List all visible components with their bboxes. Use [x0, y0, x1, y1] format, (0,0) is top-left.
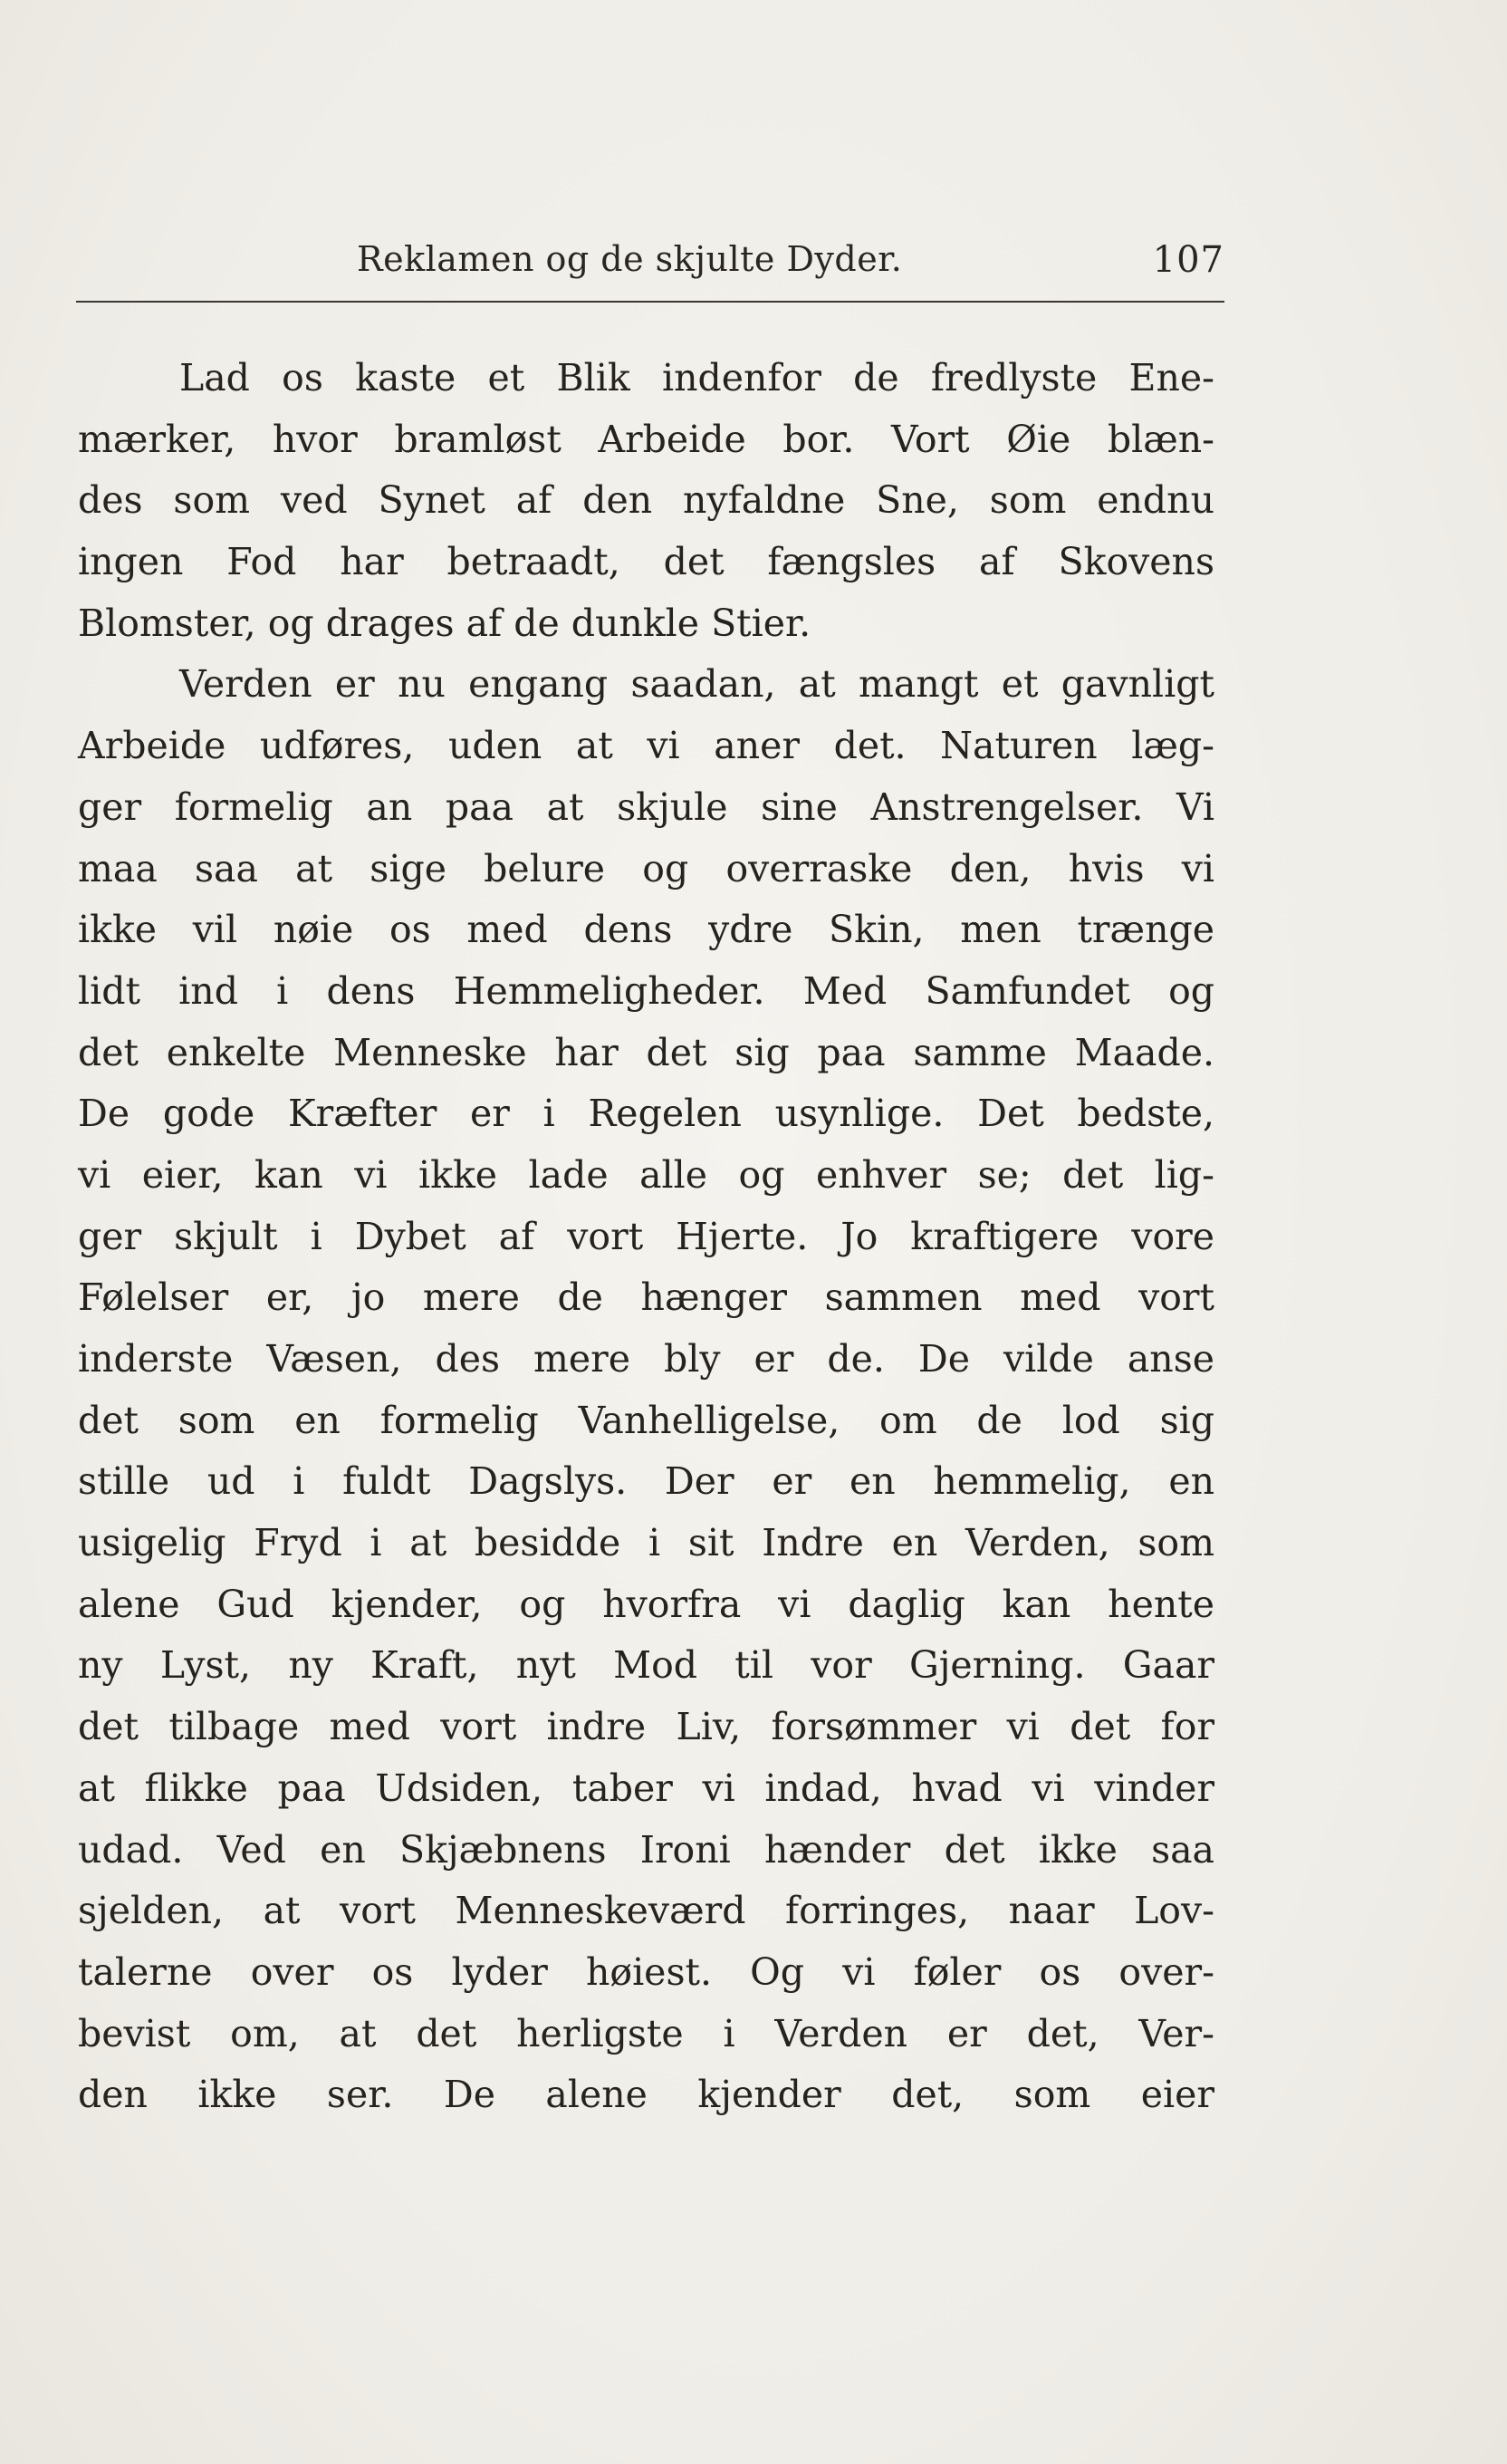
text-line: stille ud i fuldt Dagslys. Der er en hemmelig, en	[78, 1459, 1214, 1504]
text-line: ingen Fod har betraadt, det fængsles af Skovens	[78, 540, 1214, 584]
text-line: Verden er nu engang saadan, at mangt et gavnligt	[179, 662, 1214, 707]
text-line: ger formelig an paa at skjule sine Anstrengelser. Vi	[78, 784, 1214, 829]
text-line: Arbeide udføres, uden at vi aner det. Naturen læg-	[78, 724, 1214, 768]
text-line: usigelig Fryd i at besidde i sit Indre en Verden, som	[78, 1521, 1214, 1565]
text-line: det tilbage med vort indre Liv, forsømmer vi det for	[78, 1705, 1214, 1749]
text-line: De gode Kræfter er i Regelen usynlige. Det bedste,	[78, 1092, 1214, 1136]
text-line: det enkelte Menneske har det sig paa samme Maade.	[78, 1030, 1214, 1074]
text-line: sjelden, at vort Menneskeværd forringes, naar Lov-	[78, 1889, 1214, 1933]
text-line: ikke vil nøie os med dens ydre Skin, men trænge	[78, 908, 1214, 952]
text-line: bevist om, at det herligste i Verden er det, Ver-	[78, 2011, 1214, 2055]
text-line: inderste Væsen, des mere bly er de. De vilde anse	[78, 1337, 1214, 1381]
text-line: maa saa at sige belure og overraske den, hvis vi	[78, 846, 1214, 890]
page-number: 107	[1152, 239, 1224, 281]
text-line: Blomster, og drages af de dunkle Stier.	[78, 601, 811, 645]
text-line: Følelser er, jo mere de hænger sammen med vort	[78, 1275, 1214, 1320]
header-rule	[76, 301, 1224, 303]
text-line: lidt ind i dens Hemmeligheder. Med Samfundet og	[78, 968, 1214, 1013]
text-line: vi eier, kan vi ikke lade alle og enhver se; det lig-	[78, 1152, 1214, 1197]
text-line: udad. Ved en Skjæbnens Ironi hænder det ikke saa	[78, 1827, 1214, 1872]
text-line: at flikke paa Udsiden, taber vi indad, hvad vi vinder	[78, 1766, 1214, 1810]
body-text	[78, 348, 1214, 2126]
text-line: talerne over os lyder høiest. Og vi føler os over-	[78, 1949, 1214, 1994]
running-title: Reklamen og de skjulte Dyder.	[357, 239, 903, 279]
text-line: des som ved Synet af den nyfaldne Sne, som endnu	[78, 478, 1214, 523]
text-line: ger skjult i Dybet af vort Hjerte. Jo kraftigere vore	[78, 1214, 1214, 1258]
text-line: alene Gud kjender, og hvorfra vi daglig kan hente	[78, 1582, 1214, 1626]
text-line: mærker, hvor bramløst Arbeide bor. Vort Øie blæn-	[78, 417, 1214, 461]
running-head	[76, 232, 1224, 295]
text-line: Lad os kaste et Blik indenfor de fredlyste Ene-	[179, 356, 1214, 399]
text-line: det som en formelig Vanhelligelse, om de lod sig	[78, 1398, 1214, 1442]
text-line: ny Lyst, ny Kraft, nyt Mod til vor Gjerning. Gaar	[78, 1643, 1214, 1688]
text-line: den ikke ser. De alene kjender det, som eier	[78, 2073, 1214, 2117]
